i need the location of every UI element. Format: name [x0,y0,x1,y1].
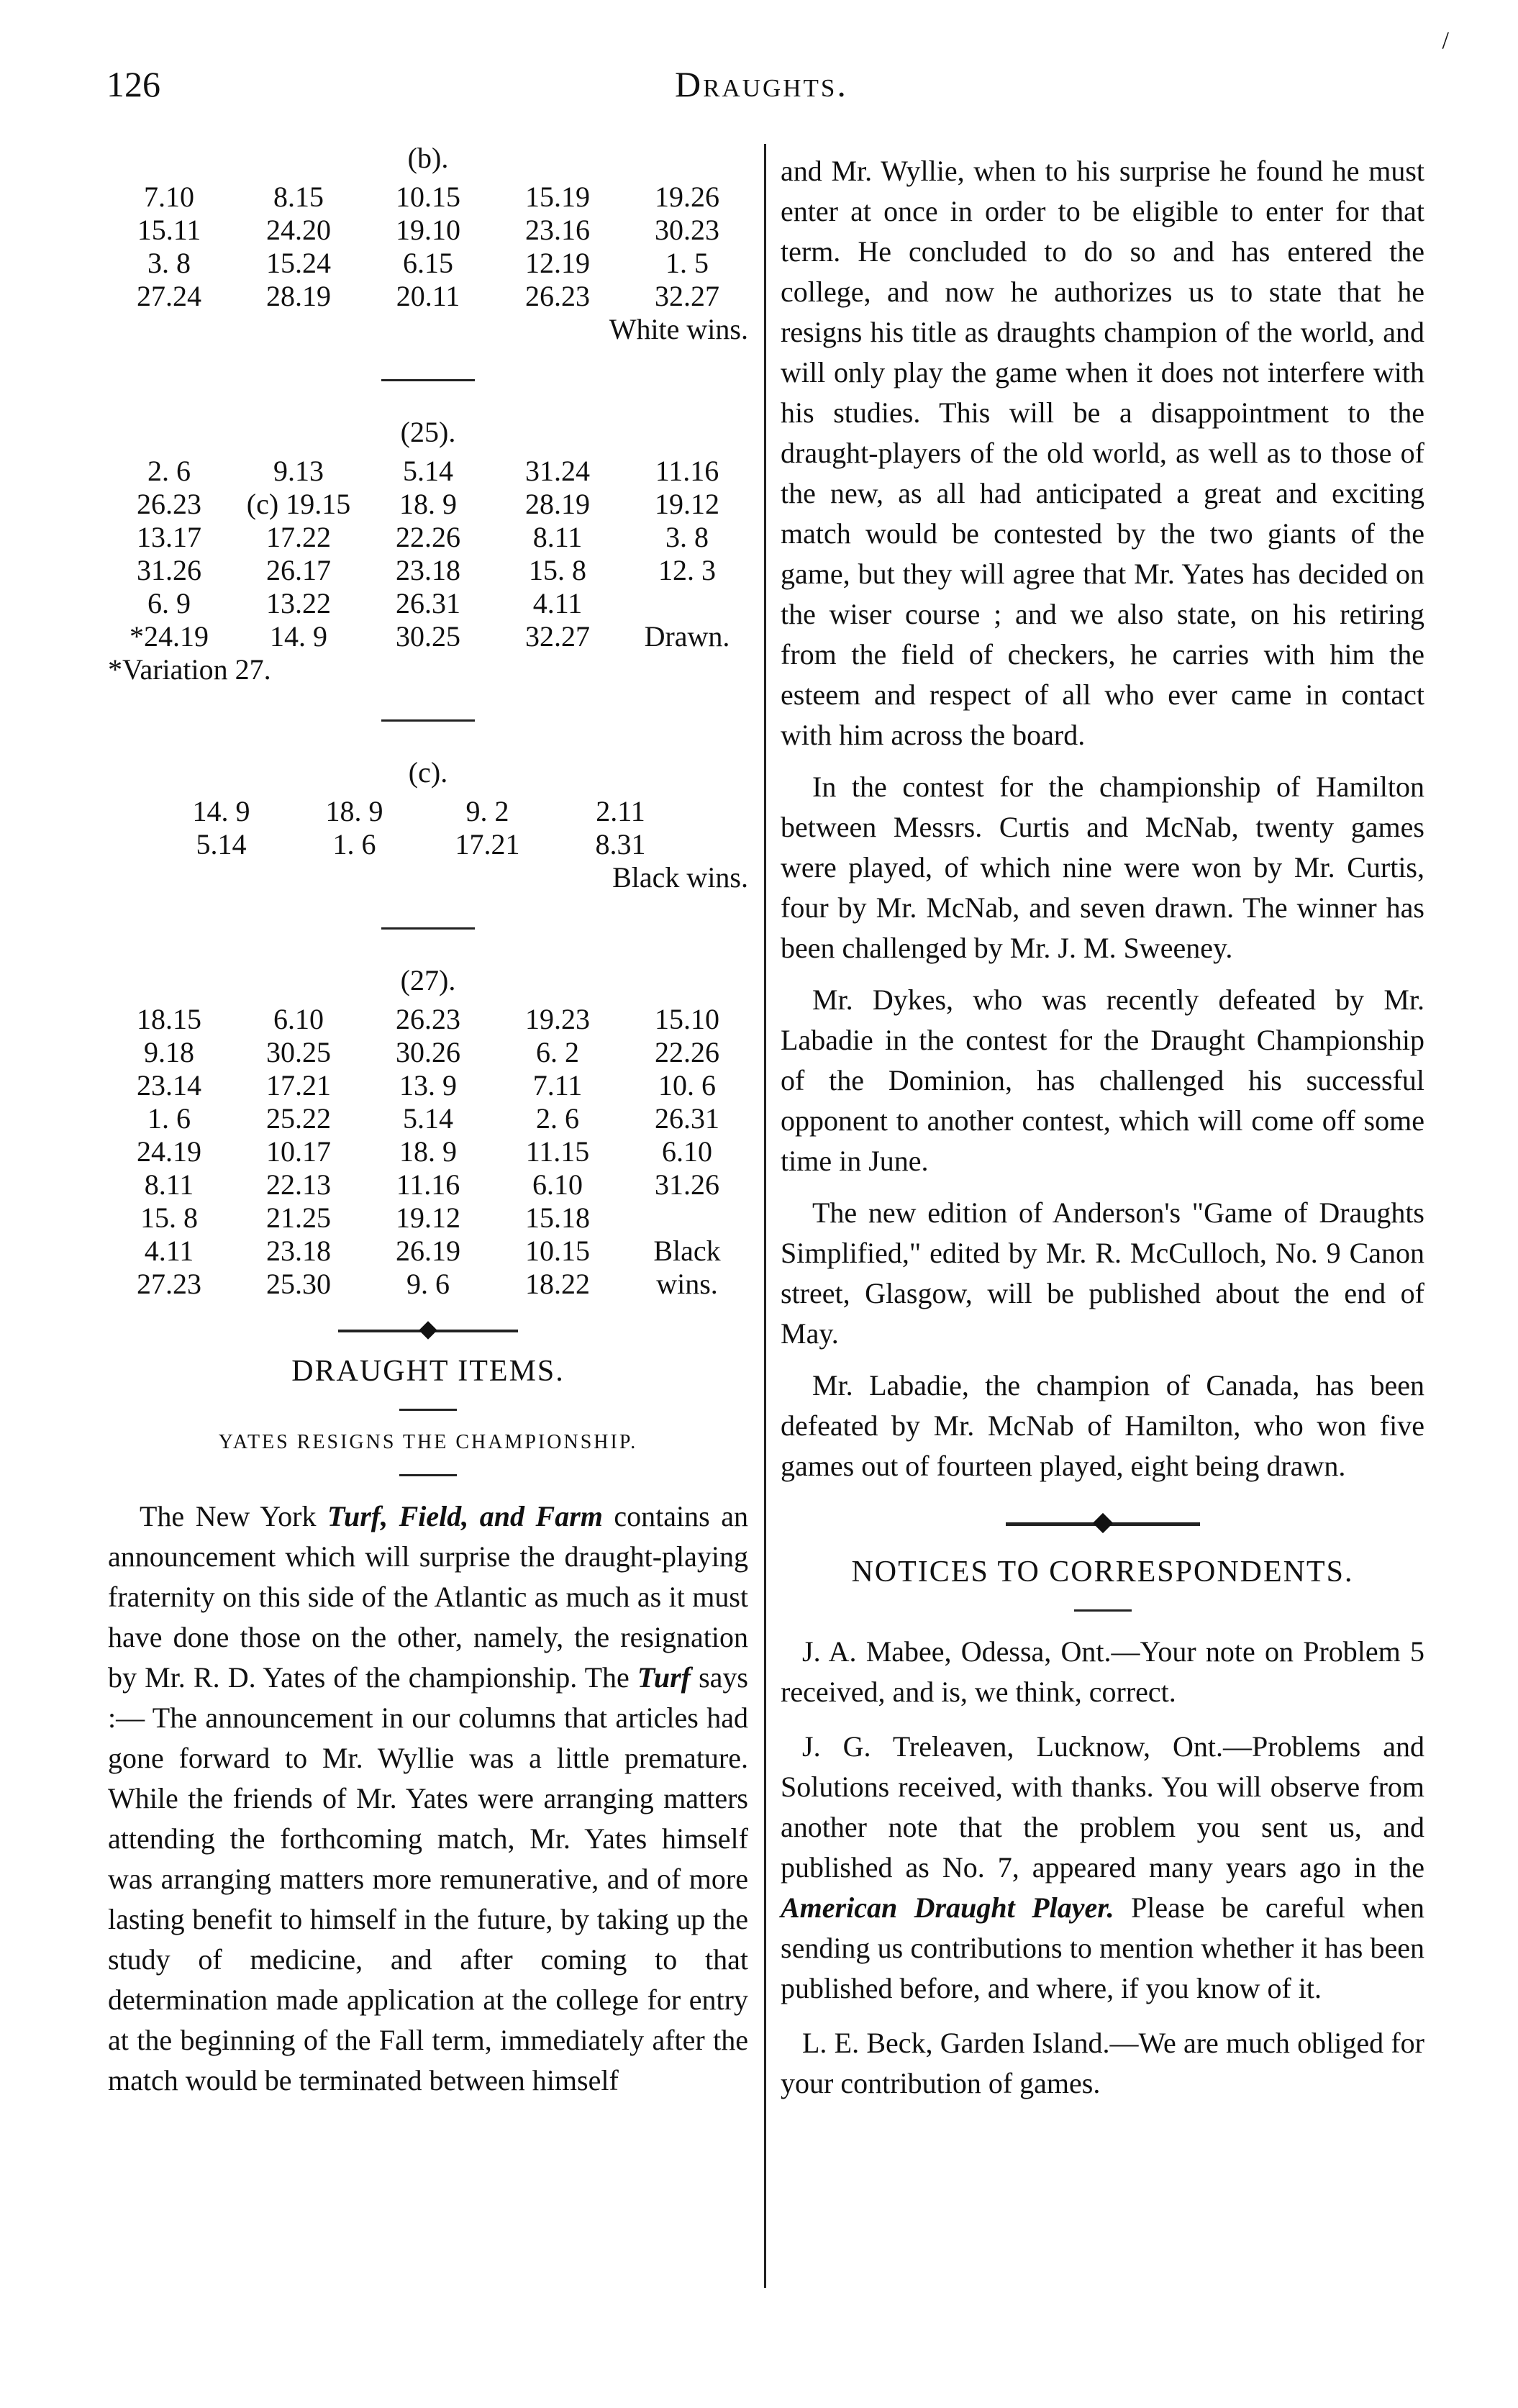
move: 8.31 [595,828,646,860]
move: 19.12 [396,1201,460,1234]
move: 17.21 [455,828,520,860]
move: wins. [656,1268,718,1300]
move: 6. 9 [147,587,191,619]
move: 26.19 [396,1235,460,1267]
move: 11.16 [655,455,719,487]
diamond-ornament [419,1321,437,1339]
move: 13.17 [137,521,201,553]
variation-title: (27). [400,964,456,996]
move: 9. 6 [406,1268,450,1300]
move: 9. 2 [465,795,509,827]
move: 9.13 [273,455,324,487]
move: 26.23 [396,1003,460,1035]
move: 13.22 [266,587,331,619]
variation-25 [108,414,748,686]
move: 12.19 [525,247,590,279]
move: 3. 8 [147,247,191,279]
variation-b [108,140,748,346]
running-head: Draughts. [675,64,848,104]
moves-table [108,181,748,313]
publication-title: American Draught Player. [781,1891,1114,1924]
divider [399,1474,457,1476]
move: 30.23 [655,214,719,246]
left-column [108,140,748,2101]
variation-title: (c). [408,756,448,789]
move: 1. 5 [665,247,709,279]
move: 15. 8 [529,554,586,586]
divider [381,379,475,381]
move: 19.12 [655,488,719,520]
move: 26.17 [266,554,331,586]
move: 22.26 [655,1036,719,1068]
move: 10.15 [525,1235,590,1267]
move: 2. 6 [147,455,191,487]
divider [381,719,475,722]
move: 27.24 [137,280,201,312]
move: 30.25 [396,620,460,653]
moves-table [108,455,748,653]
text-run: Please be careful when sending us contributions to mention whether it has been published before, and where, if you know of it. [781,1891,1424,2004]
move: 4.11 [144,1235,194,1267]
variation-27 [108,963,748,1301]
move: (c) 19.15 [246,488,351,520]
article-paragraph [108,1496,748,2101]
ornament-divider [1006,1522,1200,1526]
move: 18.15 [137,1003,201,1035]
move: 6.10 [532,1168,583,1201]
move: 23.18 [396,554,460,586]
move: 6.10 [273,1003,324,1035]
move: 15.24 [266,247,331,279]
move: 31.26 [655,1168,719,1201]
move: 7.10 [144,181,194,213]
move: 10.15 [396,181,460,213]
move: 15.19 [525,181,590,213]
move: 10. 6 [658,1069,716,1101]
article-paragraph: The new edition of Anderson's "Game of Draughts Simplified," edited by Mr. R. McCulloch, No. 9 Canon street, Glasgow, will be published about the end of May. [781,1196,1424,1350]
move: 6.15 [403,247,453,279]
variation-note: *Variation 27. [108,653,271,686]
corner-mark: / [1442,27,1449,54]
move: 6. 2 [536,1036,579,1068]
notice-item [781,1727,1424,2009]
text-run: The New York [140,1500,327,1532]
article-subheading: YATES RESIGNS THE CHAMPIONSHIP. [218,1431,638,1453]
move: 2. 6 [536,1102,579,1135]
moves-table [108,795,748,861]
move: 17.21 [266,1069,331,1101]
move: 17.22 [266,521,331,553]
move: 6.10 [662,1135,712,1168]
move: 31.24 [525,455,590,487]
move: 28.19 [266,280,331,312]
move: 19.26 [655,181,719,213]
move: 14. 9 [270,620,327,653]
divider [1074,1609,1132,1612]
move: 15. 8 [140,1201,198,1234]
ornament-divider [338,1330,518,1332]
article-paragraph: In the contest for the championship of Hamilton between Messrs. Curtis and McNab, twenty games were played, of which nine were won by Mr. Curtis, four by Mr. McNab, and seven drawn. The winner has been challenged by Mr. J. M. Sweeney. [781,771,1424,964]
move [626,587,748,620]
text-run: J. G. Treleaven, Lucknow, Ont.—Problems and Solutions received, with thanks. You will observe from another note that the problem you sent us, and published as No. 7, appeared many years ago in the [781,1730,1424,1884]
page-header [106,27,1449,114]
move: 8.11 [532,521,583,553]
publication-title: Turf, Field, and Farm [327,1500,603,1532]
move: 18. 9 [399,488,457,520]
move: 5.14 [403,1102,453,1135]
move: 21.25 [266,1201,331,1234]
move: 11.16 [396,1168,460,1201]
move: 20.11 [396,280,460,312]
move: 22.26 [396,521,460,553]
right-column [781,151,1424,2118]
move: 31.26 [137,554,201,586]
text-run: says :— The announcement in our columns that articles had gone forward to Mr. Wyllie was a little premature. While the friends of Mr. Yates were arranging matters attending the forthcoming match, Mr. Yates himself was arranging matters more remunerative, and of more lasting benefit to himself in the future, by taking up the study of medicine, and after coming to that determination made application at the college for entry at the beginning of the Fall term, immediately after the match would be terminated between himself [108,1661,748,2096]
move: Black [653,1235,721,1267]
move: 15.18 [525,1201,590,1234]
move: 5.14 [403,455,453,487]
move: 10.17 [266,1135,331,1168]
result: Black wins. [612,861,748,894]
move: 5.14 [196,828,247,860]
move: 15.11 [137,214,201,246]
move: 24.20 [266,214,331,246]
move: 24.19 [137,1135,201,1168]
move: 7.11 [532,1069,583,1101]
move: 3. 8 [665,521,709,553]
move: 4.11 [532,587,583,619]
move: 1. 6 [147,1102,191,1135]
move: 2.11 [596,795,645,827]
move: 11.15 [525,1135,590,1168]
diamond-ornament [1092,1513,1112,1533]
variation-c [108,755,748,894]
move: 25.22 [266,1102,331,1135]
move: *24.19 [129,620,209,653]
divider [381,927,475,930]
move: 15.10 [655,1003,719,1035]
move: 30.26 [396,1036,460,1068]
move: 14. 9 [192,795,250,827]
move: 23.16 [525,214,590,246]
section-heading: DRAUGHT ITEMS. [291,1355,565,1388]
move: 28.19 [525,488,590,520]
move: 18.22 [525,1268,590,1300]
variation-title: (b). [407,142,449,174]
move: 30.25 [266,1036,331,1068]
move: 19.10 [396,214,460,246]
article-paragraph-continued: and Mr. Wyllie, when to his surprise he found he must enter at once in order to be eligible to enter for that term. He concluded to do so and has entered the college, and now he authorizes us to state that he resigns his title as draughts champion of the world, and will only play the game when it does not interfere with his studies. This will be a disappointment to the draught-players of the old world, as well as to those of the new, as all had anticipated a great and exciting match would be contested by the two giants of the game, but they will agree that Mr. Yates has decided on the wiser course ; and we also state, on his retiring from the field of checkers, he carries with him the esteem and respect of all who ever came in contact with him across the board. [781,155,1424,751]
publication-title: Turf [637,1661,691,1694]
move: 26.23 [525,280,590,312]
move: 32.27 [525,620,590,653]
move: 25.30 [266,1268,331,1300]
move: 32.27 [655,280,719,312]
move: 26.31 [396,587,460,619]
move: 8.15 [273,181,324,213]
page-number: 126 [106,64,160,104]
result: White wins. [609,313,748,345]
notice-item: L. E. Beck, Garden Island.—We are much obliged for your contribution of games. [781,2027,1424,2099]
move [626,1201,748,1235]
move: 18. 9 [399,1135,457,1168]
move: 9.18 [144,1036,194,1068]
move: 1. 6 [332,828,376,860]
move: 26.31 [655,1102,719,1135]
column-divider [764,144,766,2288]
moves-table [108,1003,748,1301]
move: 13. 9 [399,1069,457,1101]
section-heading: NOTICES TO CORRESPONDENTS. [851,1555,1354,1589]
move: 26.23 [137,488,201,520]
move: 8.11 [144,1168,194,1201]
move: 18. 9 [325,795,383,827]
move: 27.23 [137,1268,201,1300]
divider [399,1409,457,1411]
variation-title: (25). [400,416,456,448]
move: 23.14 [137,1069,201,1101]
move: Drawn. [644,620,730,653]
notice-item: J. A. Mabee, Odessa, Ont.—Your note on Problem 5 received, and is, we think, correct. [781,1635,1424,1708]
text-run: contains an announcement which will surprise the draught-playing fraternity on this side of the Atlantic as much as it must have done those on the other, namely, the resignation by Mr. R. D. Yates of the championship. The [108,1500,748,1694]
move: 19.23 [525,1003,590,1035]
article-paragraph: Mr. Labadie, the champion of Canada, has been defeated by Mr. McNab of Hamilton, who won five games out of fourteen played, eight being drawn. [781,1369,1424,1482]
move: 12. 3 [658,554,716,586]
move: 23.18 [266,1235,331,1267]
move: 22.13 [266,1168,331,1201]
article-paragraph: Mr. Dykes, who was recently defeated by Mr. Labadie in the contest for the Draught Championship of the Dominion, has challenged his successful opponent to another contest, which will come off some time in June. [781,983,1424,1177]
